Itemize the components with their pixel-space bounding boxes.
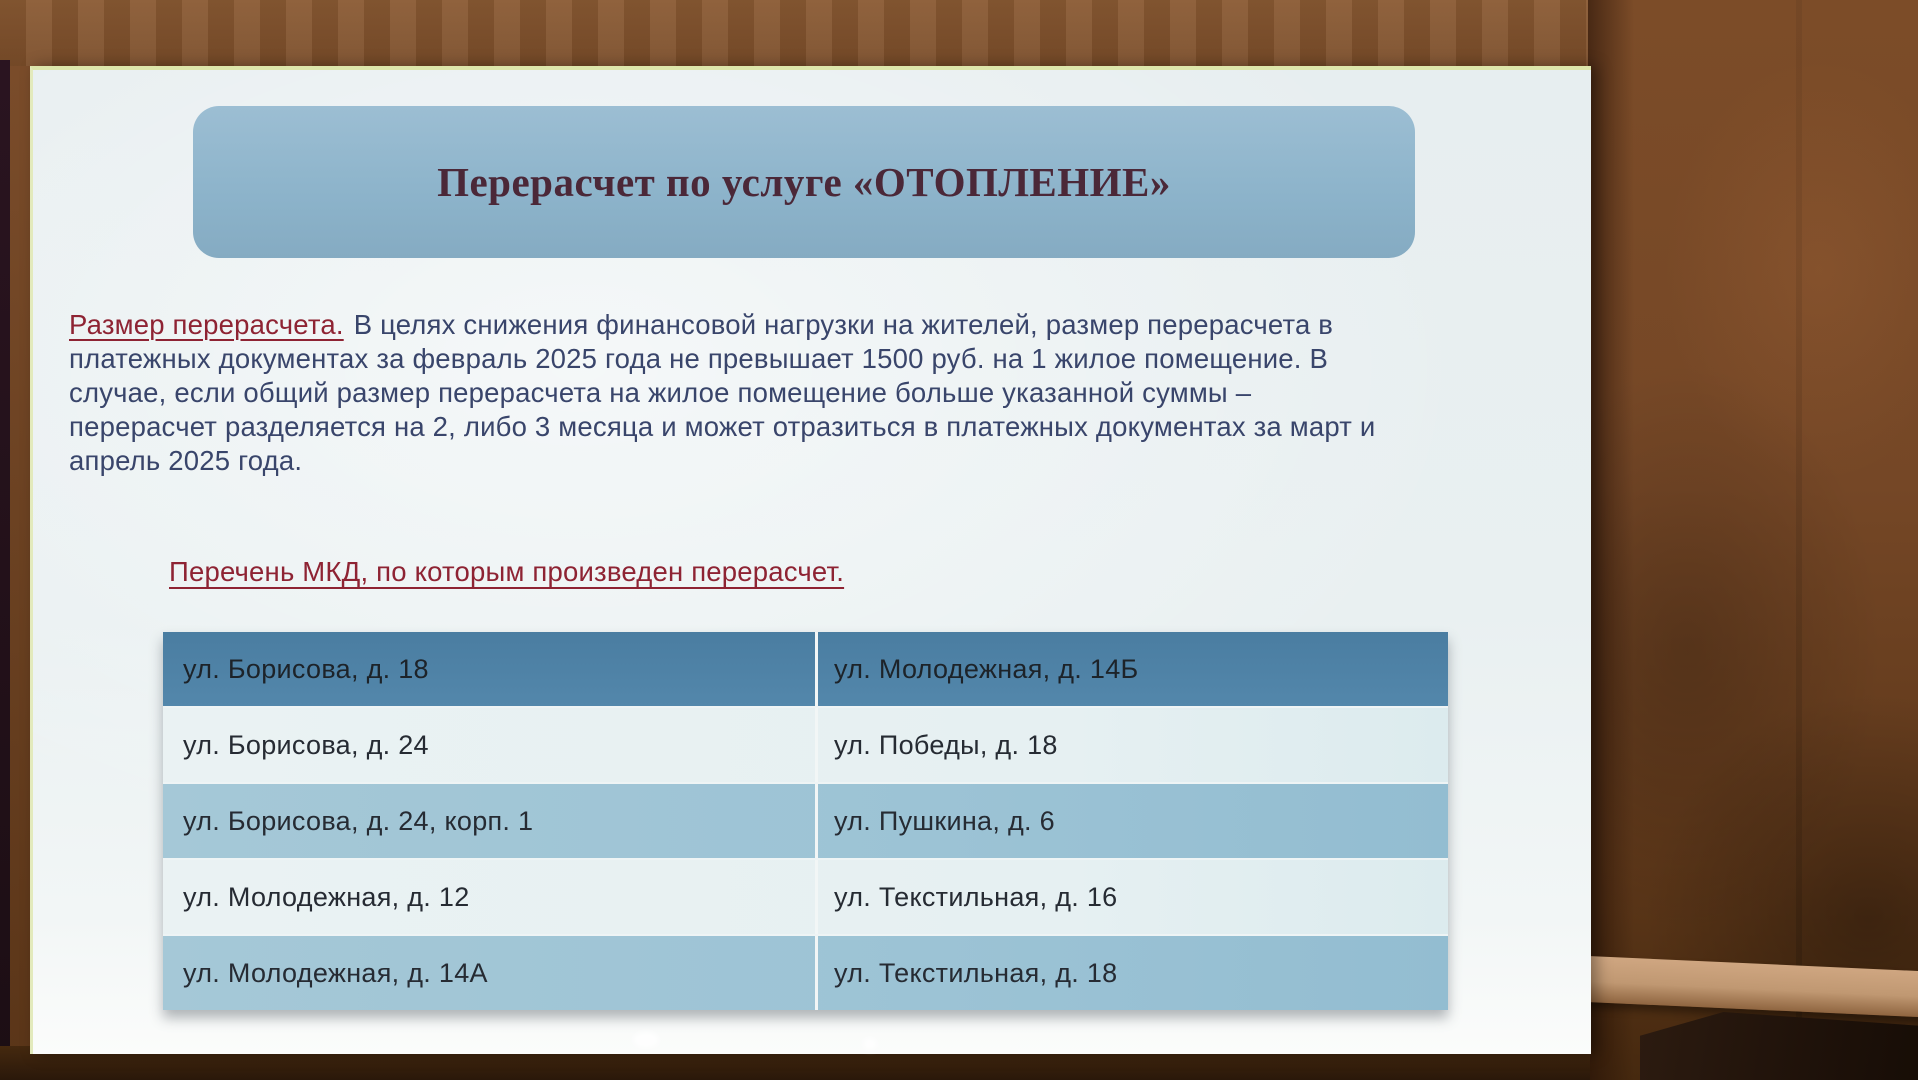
table-cell: ул. Молодежная, д. 12: [183, 881, 470, 912]
table-cell: ул. Борисова, д. 24, корп. 1: [183, 805, 534, 836]
table-row: [163, 858, 1448, 934]
table-row: [163, 706, 1448, 782]
table-cell: ул. Текстильная, д. 16: [815, 860, 1448, 934]
table-cell: ул. Пушкина, д. 6: [815, 784, 1448, 858]
table-cell: ул. Борисова, д. 24: [183, 729, 429, 760]
projection-screen: [30, 66, 1591, 1054]
slide-title-banner: [193, 106, 1415, 258]
paragraph-line: платежных документах за февраль 2025 года не превышает 1500 руб. на 1 жилое помещение. В: [69, 343, 1329, 374]
wall-left-dark-strip: [0, 60, 10, 1080]
paragraph-line-text: В целях снижения финансовой нагрузки на жителей, размер перерасчета в: [353, 309, 1334, 340]
screen-smudge: [633, 1032, 659, 1048]
mkd-table: [163, 632, 1448, 1010]
table-cell: ул. Борисова, д. 18: [183, 653, 429, 684]
cork-wall-right: [1588, 0, 1918, 1080]
table-cell: ул. Текстильная, д. 18: [815, 936, 1448, 1010]
slide-title: Перерасчет по услуге «ОТОПЛЕНИЕ»: [437, 159, 1171, 205]
table-row: [163, 782, 1448, 858]
mkd-list-subheading: Перечень МКД, по которым произведен перерасчет.: [169, 556, 845, 587]
screen-smudge: [863, 1038, 877, 1050]
table-cell: ул. Молодежная, д. 14Б: [815, 632, 1448, 706]
wall-left-band: [10, 66, 30, 1080]
table-cell: ул. Победы, д. 18: [815, 708, 1448, 782]
paragraph-line: апрель 2025 года.: [69, 445, 303, 476]
recalc-paragraph: [69, 308, 1376, 478]
paragraph-line: перерасчет разделяется на 2, либо 3 месяца и может отразиться в платежных документах за март и: [69, 411, 1376, 442]
table-cell: ул. Молодежная, д. 14А: [183, 957, 488, 988]
paragraph-line: [69, 308, 1369, 342]
table-row: [163, 934, 1448, 1010]
table-row: [163, 632, 1448, 706]
paragraph-lead-red: Размер перерасчета.: [69, 309, 344, 340]
paragraph-line: случае, если общий размер перерасчета на жилое помещение больше указанной суммы –: [69, 377, 1252, 408]
